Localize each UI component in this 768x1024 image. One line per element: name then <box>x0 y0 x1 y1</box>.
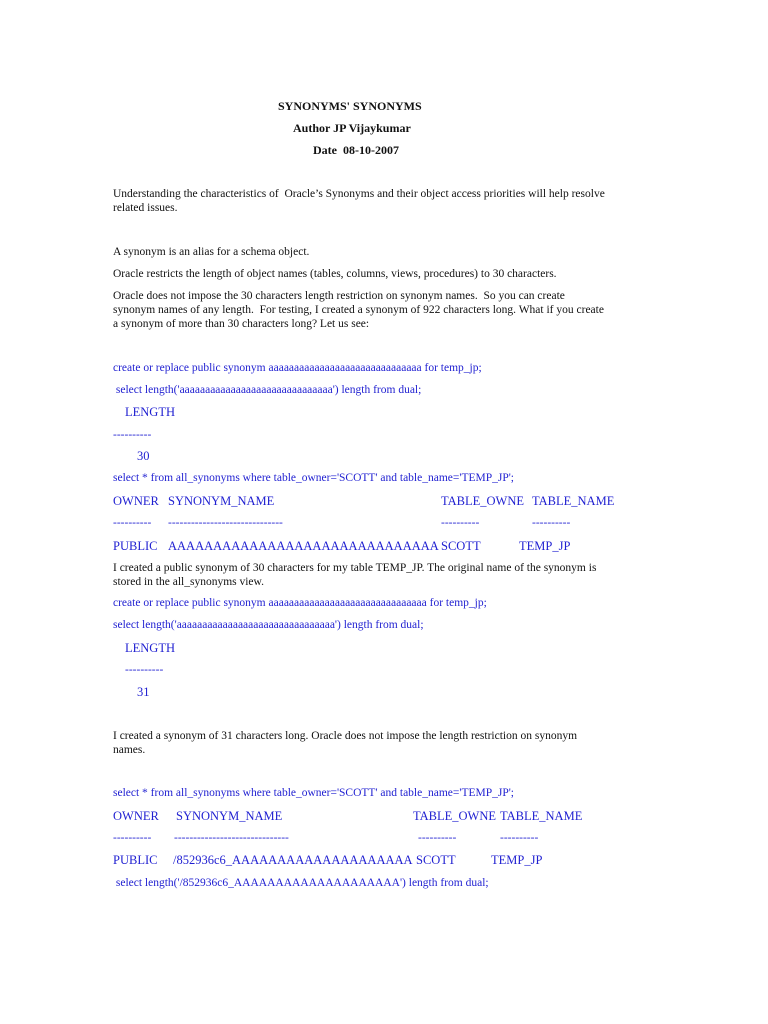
intro-paragraph: Understanding the characteristics of Oracle’s Synonyms and their object access priorities will help resolve <box>113 188 605 200</box>
col-dashes-owner: ---------- <box>113 832 152 844</box>
length-value-30: 30 <box>137 449 150 463</box>
noimpose-paragraph-3: a synonym of more than 30 characters long? Let us see: <box>113 318 370 330</box>
created30-paragraph-2: stored in the all_synonyms view. <box>113 576 264 588</box>
col-header-table-name: TABLE_NAME <box>532 494 615 508</box>
col-dashes-table-owner: ---------- <box>441 517 480 529</box>
author-line: Author JP Vijaykumar <box>293 121 411 135</box>
length-value-31: 31 <box>137 685 150 699</box>
cell-table-name: TEMP_JP <box>519 539 571 553</box>
col-dashes-owner: ---------- <box>113 517 152 529</box>
col-dashes-table-name: ---------- <box>532 517 571 529</box>
col-header-owner: OWNER <box>113 494 159 508</box>
code-length-hash: select length('/852936c6_AAAAAAAAAAAAAAAAAAAA') length from dual; <box>113 877 489 889</box>
col-dashes-table-owner: ---------- <box>418 832 457 844</box>
noimpose-paragraph-2: synonym names of any length. For testing, I created a synonym of 922 characters long. What if you create <box>113 304 604 316</box>
code-length-30: select length('aaaaaaaaaaaaaaaaaaaaaaaaaaaaaa') length from dual; <box>113 384 422 396</box>
created30-paragraph: I created a public synonym of 30 characters for my table TEMP_JP. The original name of the synonym is <box>113 562 597 574</box>
code-create-31: create or replace public synonym aaaaaaaaaaaaaaaaaaaaaaaaaaaaaaa for temp_jp; <box>113 597 487 609</box>
cell-table-owner: SCOTT <box>441 539 481 553</box>
cell-owner: PUBLIC <box>113 853 158 867</box>
col-header-synonym-name: SYNONYM_NAME <box>176 809 283 823</box>
length-dashes: ---------- <box>113 429 152 441</box>
code-length-31: select length('aaaaaaaaaaaaaaaaaaaaaaaaaaaaaaa') length from dual; <box>113 619 424 631</box>
code-create-30: create or replace public synonym aaaaaaaaaaaaaaaaaaaaaaaaaaaaaa for temp_jp; <box>113 362 482 374</box>
alias-sentence: A synonym is an alias for a schema object. <box>113 246 310 258</box>
created31-paragraph-2: names. <box>113 744 146 756</box>
intro-paragraph-cont: related issues. <box>113 202 178 214</box>
cell-table-name: TEMP_JP <box>491 853 543 867</box>
code-query-synonyms-2: select * from all_synonyms where table_owner='SCOTT' and table_name='TEMP_JP'; <box>113 787 515 799</box>
col-header-owner: OWNER <box>113 809 159 823</box>
col-header-table-owner: TABLE_OWNE <box>413 809 497 823</box>
document-title: SYNONYMS' SYNONYMS <box>278 99 422 113</box>
cell-owner: PUBLIC <box>113 539 158 553</box>
cell-synonym-name: AAAAAAAAAAAAAAAAAAAAAAAAAAAAAA <box>168 539 439 553</box>
col-dashes-table-name: ---------- <box>500 832 539 844</box>
cell-synonym-name: /852936c6_AAAAAAAAAAAAAAAAAAAA <box>173 853 413 867</box>
col-dashes-synonym-name: ------------------------------ <box>168 517 283 529</box>
length-dashes-2: ---------- <box>125 664 164 676</box>
date-line: Date 08-10-2007 <box>313 143 399 157</box>
cell-table-owner: SCOTT <box>416 853 456 867</box>
length-column-header: LENGTH <box>125 405 175 419</box>
col-dashes-synonym-name: ------------------------------ <box>174 832 289 844</box>
restrict-sentence: Oracle restricts the length of object names (tables, columns, views, procedures) to 30 characters. <box>113 268 557 280</box>
created31-paragraph: I created a synonym of 31 characters long. Oracle does not impose the length restriction on synonym <box>113 730 578 742</box>
col-header-table-owner: TABLE_OWNE <box>441 494 525 508</box>
col-header-synonym-name: SYNONYM_NAME <box>168 494 275 508</box>
col-header-table-name: TABLE_NAME <box>500 809 583 823</box>
noimpose-paragraph: Oracle does not impose the 30 characters length restriction on synonym names. So you can create <box>113 290 565 302</box>
length-column-header-2: LENGTH <box>125 641 175 655</box>
code-query-synonyms: select * from all_synonyms where table_owner='SCOTT' and table_name='TEMP_JP'; <box>113 472 515 484</box>
